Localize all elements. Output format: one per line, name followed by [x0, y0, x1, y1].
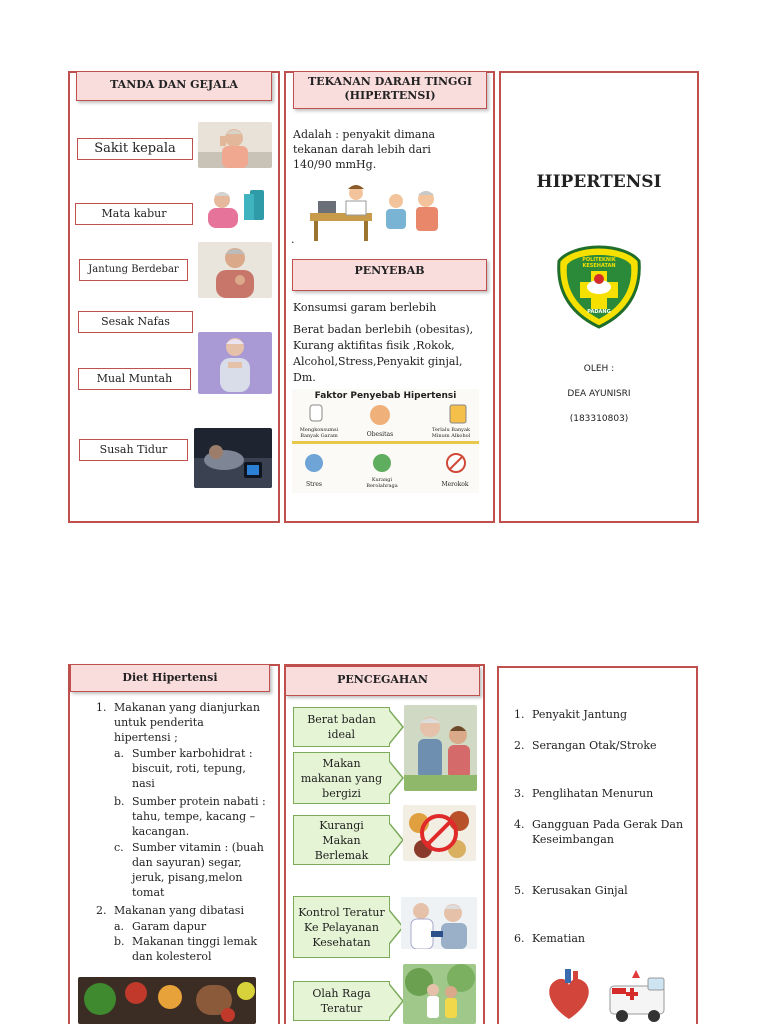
author-name: DEA AYUNISRI: [567, 389, 631, 399]
heart-illustration: [539, 965, 599, 1024]
complications-list: 1. Penyakit Jantung 2. Serangan Otak/Stroke 3. Penglihatan Menurun 4. Gangguan Pada Gerak Dan Keseimbangan 5. Kerusakan Ginjal 6. Kematian: [514, 707, 694, 947]
symptom-insomnia: Susah Tidur: [79, 439, 188, 461]
complication-4-text: Gangguan Pada Gerak Dan Keseimbangan: [532, 818, 684, 846]
complication-2-text: Serangan Otak/Stroke: [532, 739, 657, 752]
headache-photo: [198, 122, 272, 168]
shortness-breath-photo: [198, 332, 272, 394]
arrow-tip-2: [390, 761, 404, 795]
diet-sub-a-text: Sumber karbohidrat : biscuit, roti, tepung, nasi: [132, 747, 253, 790]
diet-item-2-text: Makanan yang dibatasi: [114, 904, 244, 917]
complication-5-text: Kerusakan Ginjal: [532, 884, 628, 897]
cover-title: HIPERTENSI: [536, 172, 662, 192]
arrow-tip-5: [390, 984, 404, 1018]
author-by-label: OLEH :: [583, 364, 615, 374]
symptom-palpitations: Jantung Berdebar: [79, 259, 188, 281]
diet-item-1-text: Makanan yang dianjurkan untuk penderita hipertensi ;: [114, 701, 260, 744]
institution-logo: [555, 245, 643, 329]
insomnia-photo: [194, 428, 272, 488]
definition-dot: .: [291, 233, 295, 246]
symptom-headache: Sakit kepala: [77, 138, 193, 160]
infographic-label-smoking: Merokok: [441, 481, 469, 488]
infographic-label-salt: Mengkonsumsi Banyak Garam: [299, 427, 339, 439]
infographic-label-alcohol: Terlalu Banyak Minum Alkohol: [431, 427, 471, 439]
infographic-title: Faktor Penyebab Hipertensi: [314, 391, 457, 401]
logo-bottom-text: PADANG: [587, 309, 611, 315]
hypertension-header: [293, 71, 487, 109]
prevention-regular-checkup: Kontrol Teratur Ke Pelayanan Kesehatan: [293, 896, 390, 958]
author-student-id: (183310803): [569, 414, 629, 424]
symptom-blurred-vision: Mata kabur: [75, 203, 193, 225]
prevention-exercise: Olah Raga Teratur: [293, 981, 390, 1021]
prevention-ideal-weight: Berat badan ideal: [293, 707, 390, 747]
infographic-label-exercise: Kurangi Berolahraga: [366, 477, 398, 489]
blood-pressure-check-photo: [401, 897, 477, 949]
cause-list: Berat badan berlebih (obesitas), Kurang aktifitas fisik ,Rokok, Alcohol,Stress,Penyakit ginjal, Dm.: [293, 323, 474, 384]
infographic-label-stress: Stres: [305, 481, 323, 488]
healthy-couple-photo: [404, 705, 477, 791]
logo-top-text: POLITEKNIK KESEHATAN: [582, 257, 616, 269]
diet-sub-b-text: Sumber protein nabati : tahu, tempe, kacang – kacangan.: [132, 795, 266, 838]
prevention-header: PENCEGAHAN: [285, 666, 480, 696]
diet-sub-c-text: Sumber vitamin : (buah dan sayuran) segar, jeruk, pisang,melon tomat: [132, 841, 264, 899]
hypertension-header-line2: (HIPERTENSI): [344, 89, 436, 102]
complication-1-text: Penyakit Jantung: [532, 708, 628, 721]
complication-3-text: Penglihatan Menurun: [532, 787, 654, 800]
hypertension-header-line1: TEKANAN DARAH TINGGI: [308, 75, 472, 88]
no-fat-food-photo: [403, 805, 476, 861]
arrow-tip-3: [390, 823, 404, 857]
prevention-nutritious-food: Makan makanan yang bergizi: [293, 752, 390, 804]
causes-header: PENYEBAB: [292, 259, 487, 291]
hypertension-definition: Adalah : penyakit dimana tekanan darah lebih dari 140/90 mmHg.: [293, 128, 436, 171]
diet-sub-2a-text: Garam dapur: [132, 920, 207, 933]
symptom-nausea: Mual Muntah: [78, 368, 191, 390]
exercise-photo: [403, 964, 476, 1024]
symptom-shortness-breath: Sesak Nafas: [78, 311, 193, 333]
complication-6-text: Kematian: [532, 932, 586, 945]
blurred-vision-photo: [198, 186, 270, 232]
cause-salt: Konsumsi garam berlebih: [293, 301, 437, 314]
doctor-cartoon-image: [300, 183, 452, 241]
arrow-tip-1: [390, 710, 404, 744]
healthy-food-photo: [78, 977, 256, 1024]
palpitations-photo: [198, 242, 272, 298]
causes-infographic: [292, 389, 479, 493]
prevention-less-fat: Kurangi Makan Berlemak: [293, 815, 390, 865]
diet-header: Diet Hipertensi: [70, 664, 270, 692]
diet-list: 1. Makanan yang dianjurkan untuk penderita hipertensi ; a. Sumber karbohidrat : biscuit, roti, tepung, nasi b. Sumber protein nabati : tahu, tempe, kacang – kacangan. c. Sumber vitamin : (buah dan sayuran) segar, jeruk, pisang,melon tomat 2. Makanan yang dibatasi a. Garam dapur b. Makanan tinggi lemak dan kolesterol: [96, 701, 266, 963]
diet-sub-2b-text: Makanan tinggi lemak dan kolesterol: [132, 935, 258, 963]
signs-symptoms-header: TANDA DAN GEJALA: [76, 71, 272, 101]
ambulance-illustration: [604, 962, 678, 1024]
infographic-label-obesity: Obesitas: [366, 431, 394, 438]
